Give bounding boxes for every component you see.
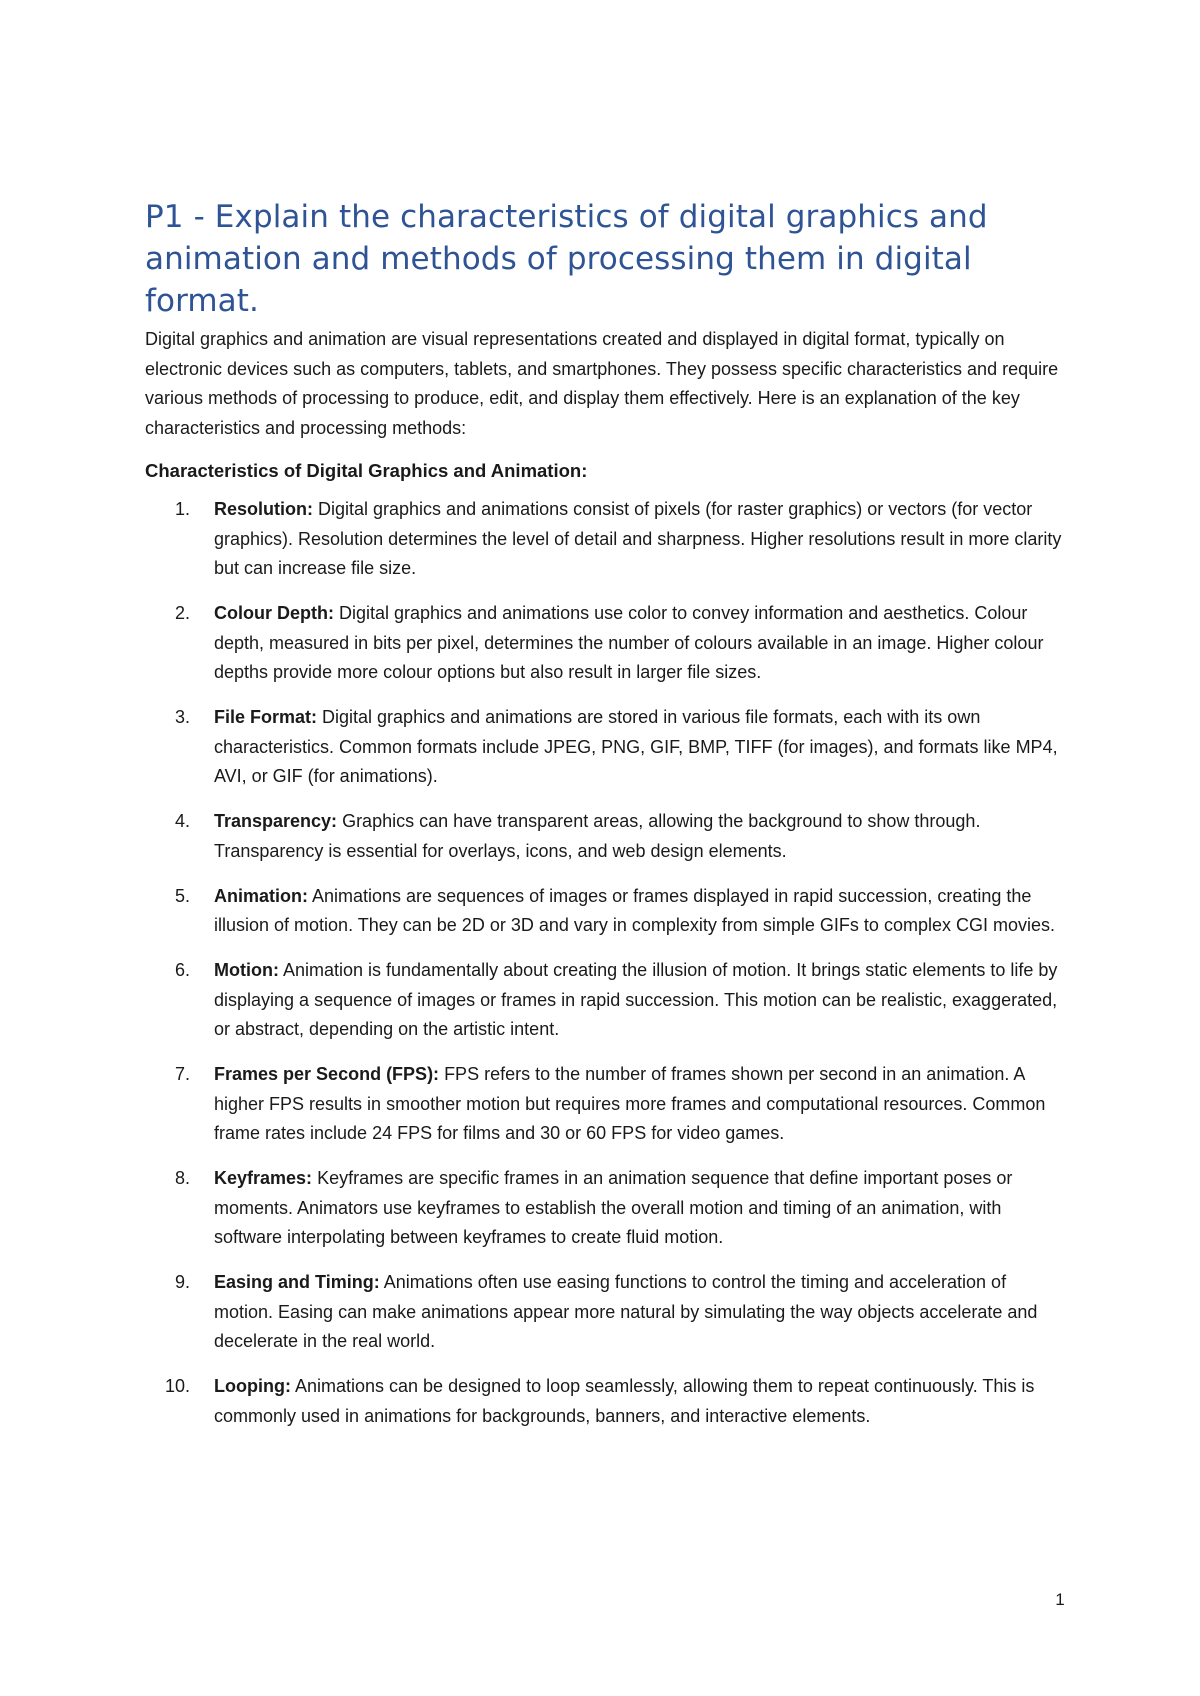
list-item-term: Colour Depth: — [214, 603, 334, 623]
list-item — [140, 956, 1067, 1045]
document-content — [145, 196, 1067, 1447]
list-item-text: Animations are sequences of images or frames displayed in rapid succession, creating the illusion of motion. They can be 2D or 3D and vary in complexity from simple GIFs to complex CGI movies. — [214, 885, 1055, 935]
list-item-number: 10. — [164, 1376, 190, 1396]
list-item — [140, 703, 1067, 792]
list-item-text: Animations often use easing functions to control the timing and acceleration of motion. Easing can make animations appear more natural by simulating the way objects accelerate and decelerate in the real world. — [214, 1272, 1038, 1351]
section-heading: Characteristics of Digital Graphics and Animation: — [145, 460, 588, 481]
document-title: P1 - Explain the characteristics of digital graphics and animation and methods of processing them in digital format. — [145, 199, 988, 319]
characteristics-list — [145, 495, 1067, 1431]
list-item-text: Digital graphics and animations use color to convey information and aesthetics. Colour depth, measured in bits per pixel, determines the number of colours available in an image. Higher colour depths provide more colour options but also result in larger file sizes. — [214, 603, 1044, 682]
list-item-term: Keyframes: — [214, 1168, 313, 1188]
list-item-number: 2. — [174, 603, 190, 623]
list-item-term: Motion: — [214, 960, 279, 980]
list-item-term: File Format: — [214, 707, 318, 727]
page-number: 1 — [1055, 1590, 1065, 1609]
list-item — [140, 1372, 1067, 1431]
list-item — [140, 882, 1067, 941]
list-item-text: Animations can be designed to loop seamlessly, allowing them to repeat continuously. This is commonly used in animations for backgrounds, banners, and interactive elements. — [214, 1376, 1035, 1426]
list-item — [140, 1164, 1067, 1253]
list-item — [140, 599, 1067, 688]
list-item — [140, 807, 1067, 866]
list-item — [140, 1060, 1067, 1149]
list-item-text: Animation is fundamentally about creating the illusion of motion. It brings static elements to life by displaying a sequence of images or frames in rapid succession. This motion can be realistic, exaggerated, or abstract, depending on the artistic intent. — [214, 960, 1058, 1039]
list-item-number: 7. — [174, 1064, 190, 1084]
list-item-text: Digital graphics and animations consist of pixels (for raster graphics) or vectors (for vector graphics). Resolution determines the level of detail and sharpness. Higher resolutions result in more clarity but can increase file size. — [214, 499, 1062, 578]
list-item-text: Keyframes are specific frames in an animation sequence that define important poses or moments. Animators use keyframes to establish the overall motion and timing of an animation, with software interpolating between keyframes to create fluid motion. — [214, 1168, 1013, 1247]
list-item-text: Graphics can have transparent areas, allowing the background to show through. Transparency is essential for overlays, icons, and web design elements. — [214, 811, 981, 861]
list-item — [140, 1268, 1067, 1357]
list-item-term: Resolution: — [214, 499, 313, 519]
list-item-number: 4. — [174, 811, 190, 831]
list-item-number: 5. — [174, 885, 190, 906]
list-item-number: 6. — [174, 960, 190, 980]
list-item-number: 3. — [174, 707, 190, 727]
list-item-term: Transparency: — [214, 811, 338, 831]
list-item-text: FPS refers to the number of frames shown per second in an animation. A higher FPS results in smoother motion but requires more frames and computational resources. Common frame rates include 24 FPS for films and 30 or 60 FPS for video games. — [214, 1064, 1046, 1143]
list-item — [140, 495, 1067, 584]
intro-paragraph: Digital graphics and animation are visual representations created and displayed in digital format, typically on electronic devices such as computers, tablets, and smartphones. They possess specific characteristics and require various methods of processing to produce, edit, and display them effectively. Here is an explanation of the key characteristics and processing methods: — [145, 329, 1059, 438]
list-item-term: Animation: — [214, 885, 308, 906]
list-item-text: Digital graphics and animations are stored in various file formats, each with its own characteristics. Common formats include JPEG, PNG, GIF, BMP, TIFF (for images), and formats like MP4, AVI, or GIF (for animations). — [214, 707, 1058, 786]
list-item-term: Frames per Second (FPS): — [214, 1064, 440, 1084]
list-item-number: 1. — [174, 499, 190, 519]
list-item-number: 8. — [174, 1168, 190, 1188]
list-item-term: Easing and Timing: — [214, 1272, 380, 1292]
list-item-number: 9. — [174, 1272, 190, 1292]
list-item-term: Looping: — [214, 1376, 291, 1396]
